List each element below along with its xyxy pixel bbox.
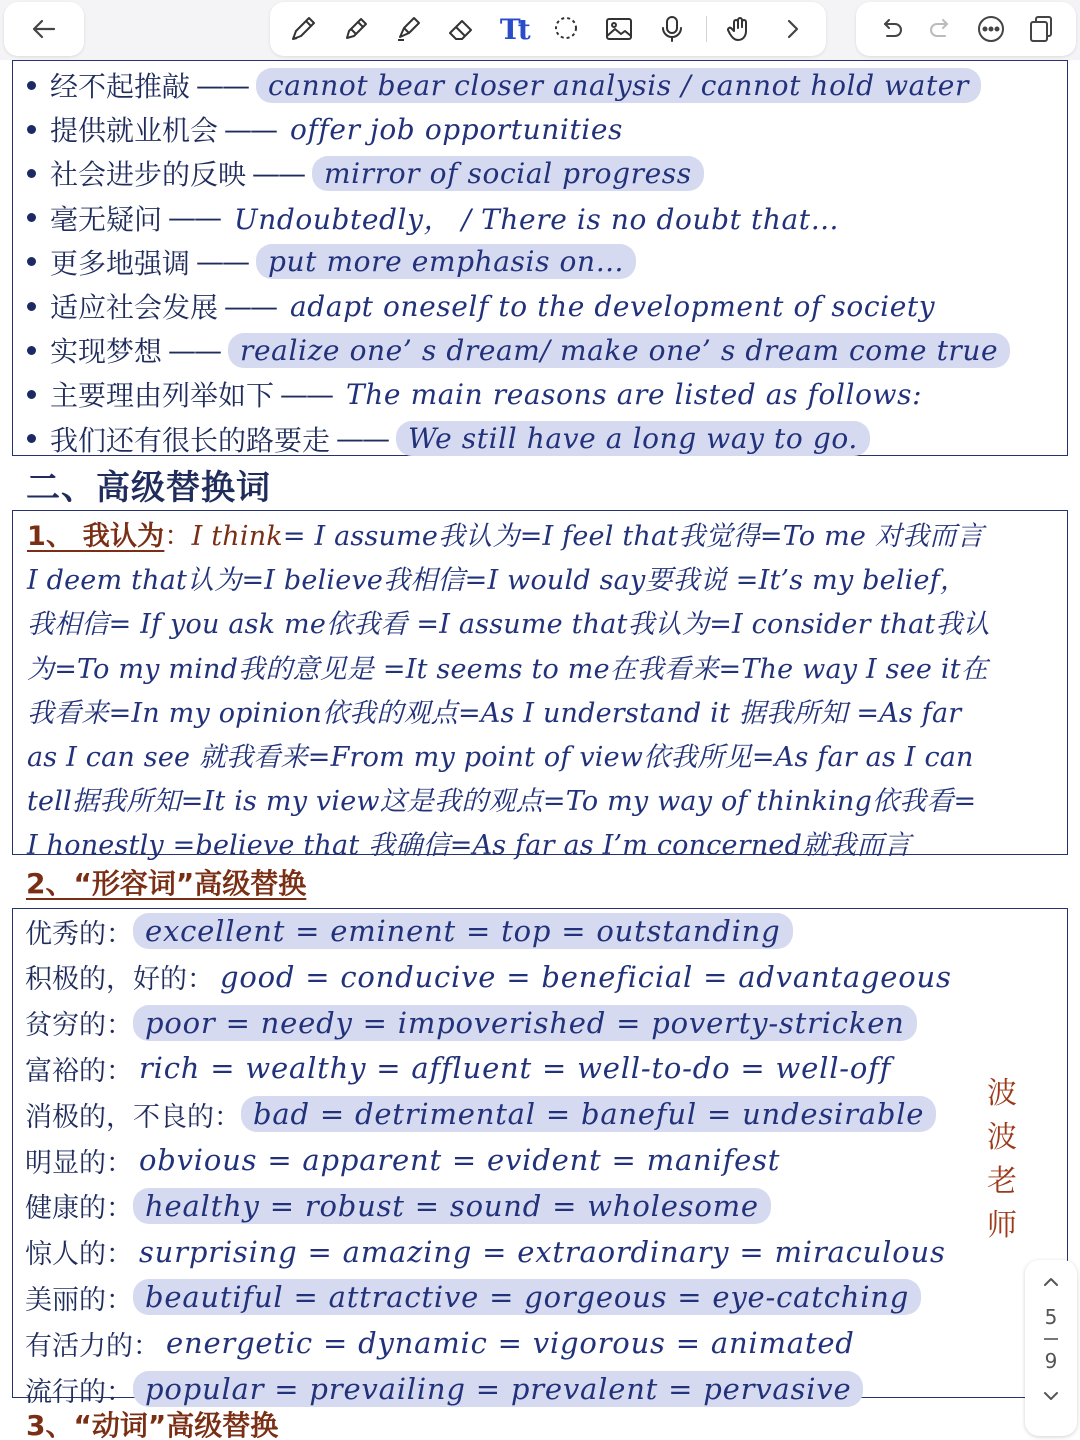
phrases-box: [12, 60, 1068, 456]
phrase-chinese: 毫无疑问: [50, 202, 163, 236]
phrase-row: [27, 196, 845, 240]
adjectives-box: [12, 908, 1068, 1408]
back-button[interactable]: [4, 2, 84, 56]
adjective-chinese: 消极的，不良的：: [25, 1101, 241, 1133]
phrase-english: offer job opportunities: [290, 112, 623, 146]
phrase-row: [27, 417, 870, 461]
adjective-section-title: 2、“形容词”高级替换: [26, 867, 307, 900]
adjective-synonyms: rich = wealthy = affluent = well-to-do = well-off: [139, 1051, 892, 1086]
adjective-synonyms: bad = detrimental = baneful = undesirable: [241, 1096, 936, 1132]
adjective-synonyms: beautiful = attractive = gorgeous = eye-catching: [133, 1279, 921, 1315]
phrase-english: realize one’ s dream/ make one’ s dream come true: [228, 333, 1010, 368]
bullet: [27, 169, 36, 178]
back-arrow-icon: [25, 10, 63, 48]
adjective-row: [25, 1230, 952, 1274]
adjective-synonyms: obvious = apparent = evident = manifest: [139, 1143, 781, 1177]
phrase-dash: ——: [168, 201, 221, 235]
phrase-dash: ——: [280, 377, 333, 411]
chevron-right-icon[interactable]: [774, 10, 812, 48]
page-down-button[interactable]: [1025, 1374, 1077, 1418]
phrase-chinese: 实现梦想: [50, 335, 163, 369]
phrase-english: put more emphasis on…: [256, 244, 636, 279]
lasso-icon[interactable]: [547, 10, 585, 48]
pencil-icon[interactable]: [337, 10, 375, 48]
phrase-dash: ——: [252, 156, 305, 190]
bullet: [27, 81, 36, 90]
adjective-row: [25, 1138, 786, 1182]
phrase-english: adapt oneself to the development of society: [290, 289, 936, 323]
signature-char: 老: [987, 1164, 1017, 1199]
adjective-synonyms: popular = prevailing = prevalent = pervasive: [133, 1371, 863, 1407]
adjective-row: [25, 955, 958, 999]
phrase-dash: ——: [224, 112, 277, 146]
note-canvas[interactable]: [0, 60, 1080, 1440]
adjective-chinese: 惊人的：: [25, 1239, 133, 1271]
adjective-chinese: 优秀的：: [25, 918, 133, 950]
phrase-chinese: 经不起推敲: [50, 70, 191, 103]
adjective-row: [25, 1046, 897, 1090]
phrase-dash: ——: [224, 289, 277, 323]
adjective-chinese: 流行的：: [25, 1376, 133, 1408]
adjective-chinese: 美丽的：: [25, 1284, 133, 1316]
adjective-synonyms: healthy = robust = sound = wholesome: [133, 1188, 771, 1224]
think-synonyms-box: [12, 510, 1068, 862]
adjective-synonyms: surprising = amazing = extraordinary = miraculous: [139, 1234, 946, 1269]
phrase-chinese: 适应社会发展: [50, 291, 219, 324]
signature-char: 波: [987, 1120, 1017, 1155]
phrase-english: Undoubtedly， / There is no doubt that…: [234, 202, 840, 236]
think-line: 我相信= If you ask me依我看 =I assume that我认为=I consider that我认: [27, 609, 990, 641]
adjective-chinese: 明显的：: [25, 1147, 133, 1179]
adjective-row: [25, 1275, 921, 1319]
image-icon[interactable]: [600, 10, 638, 48]
adjective-row: [25, 1184, 771, 1228]
phrase-row: [27, 372, 928, 416]
microphone-icon[interactable]: [653, 10, 691, 48]
highlighter-icon[interactable]: [389, 10, 427, 48]
verb-section-title: 3、“动词”高级替换: [26, 1409, 279, 1440]
phrase-row: [27, 328, 1010, 372]
phrase-english: The main reasons are listed as follows:: [346, 377, 923, 411]
phrase-chinese: 主要理由列举如下: [50, 379, 275, 413]
think-line: 我看来=In my opinion依我的观点=As I understand it 据我所知 =As far: [27, 697, 962, 729]
hand-gesture-icon[interactable]: [721, 10, 759, 48]
adjective-chinese: 有活力的：: [25, 1330, 160, 1362]
adjective-row: [25, 1321, 861, 1365]
signature-char: 师: [987, 1208, 1017, 1243]
think-line: tell据我所知=It is my view这是我的观点=To my way of thinking依我看=: [27, 786, 977, 818]
phrase-dash: ——: [196, 68, 249, 102]
phrase-english: We still have a long way to go.: [396, 421, 870, 456]
think-line: I honestly =believe that 我确信=As far as I’m concerned就我而言: [27, 830, 911, 862]
pages-icon[interactable]: [1022, 10, 1060, 48]
adjective-chinese: 贫穷的：: [25, 1010, 133, 1042]
bullet: [27, 346, 36, 355]
pen-icon[interactable]: [284, 10, 322, 48]
phrase-row: [27, 107, 629, 151]
adjective-synonyms: energetic = dynamic = vigorous = animated: [166, 1326, 855, 1361]
page-divider: [1044, 1338, 1058, 1340]
adjective-chinese: 健康的：: [25, 1193, 133, 1225]
phrase-chinese: 提供就业机会: [50, 114, 219, 148]
think-lines: [27, 521, 990, 861]
bullet: [27, 125, 36, 134]
think-synonyms-text: [27, 515, 1063, 869]
eraser-icon[interactable]: [442, 10, 480, 48]
bullet: [27, 213, 36, 222]
signature-char: 波: [987, 1076, 1017, 1111]
redo-icon[interactable]: [922, 10, 960, 48]
think-heading-colon: ：: [164, 521, 192, 552]
tool-palette: [270, 2, 826, 56]
toolbar-divider: [706, 16, 707, 42]
think-line: as I can see 就我看来=From my point of view依我所见=As far as I can: [27, 742, 974, 774]
phrase-row: [27, 151, 704, 195]
phrase-dash: ——: [168, 333, 221, 367]
phrase-dash: ——: [336, 422, 389, 456]
chevron-down-icon: [1040, 1385, 1062, 1407]
phrase-chinese: 更多地强调: [50, 246, 191, 280]
phrase-row: [27, 240, 636, 284]
bullet: [27, 390, 36, 399]
adjective-row: [25, 1092, 936, 1136]
page-up-button[interactable]: [1025, 1260, 1077, 1304]
phrase-row: [27, 63, 981, 107]
author-signature: [982, 1072, 1022, 1248]
phrase-chinese: 我们还有很长的路要走: [50, 423, 331, 457]
adjective-row: [25, 1001, 917, 1045]
bullet: [27, 302, 36, 311]
think-line: 为=To my mind我的意见是 =It seems to me在我看来=The way I see it在: [27, 653, 988, 685]
page-navigator: [1025, 1260, 1077, 1436]
i-think-phrase: I think: [191, 521, 283, 552]
adjective-row: [25, 909, 793, 953]
more-icon[interactable]: [972, 10, 1010, 48]
adjective-chinese: 积极的，好的：: [25, 964, 214, 996]
phrase-row: [27, 284, 941, 328]
bullet: [27, 257, 36, 266]
adjective-synonyms: excellent = eminent = top = outstanding: [133, 913, 793, 949]
adjective-synonyms: good = conducive = beneficial = advantageous: [220, 959, 952, 994]
text-tool-icon[interactable]: Tt: [499, 12, 528, 46]
phrase-english: mirror of social progress: [312, 156, 704, 191]
think-heading: 1、 我认为: [27, 521, 165, 552]
phrase-dash: ——: [196, 245, 249, 279]
undo-icon[interactable]: [872, 10, 910, 48]
think-line: I deem that认为=I believe我相信=I would say要我说 =It’s my belief，: [27, 565, 968, 597]
section-two-title: 二、高级替换词: [26, 468, 271, 508]
phrase-english: cannot bear closer analysis / cannot hold water: [256, 68, 981, 103]
current-page: 5: [1044, 1305, 1058, 1329]
think-line: = I assume我认为=I feel that我觉得=To me 对我而言: [282, 521, 984, 552]
phrase-chinese: 社会进步的反映: [50, 158, 247, 192]
chevron-up-icon: [1040, 1271, 1062, 1293]
adjective-chinese: 富裕的：: [25, 1055, 133, 1087]
action-palette: [856, 2, 1076, 56]
adjective-synonyms: poor = needy = impoverished = poverty-stricken: [133, 1005, 917, 1041]
bullet: [27, 434, 36, 443]
total-pages: 9: [1044, 1348, 1058, 1373]
toolbar: [0, 0, 1080, 60]
